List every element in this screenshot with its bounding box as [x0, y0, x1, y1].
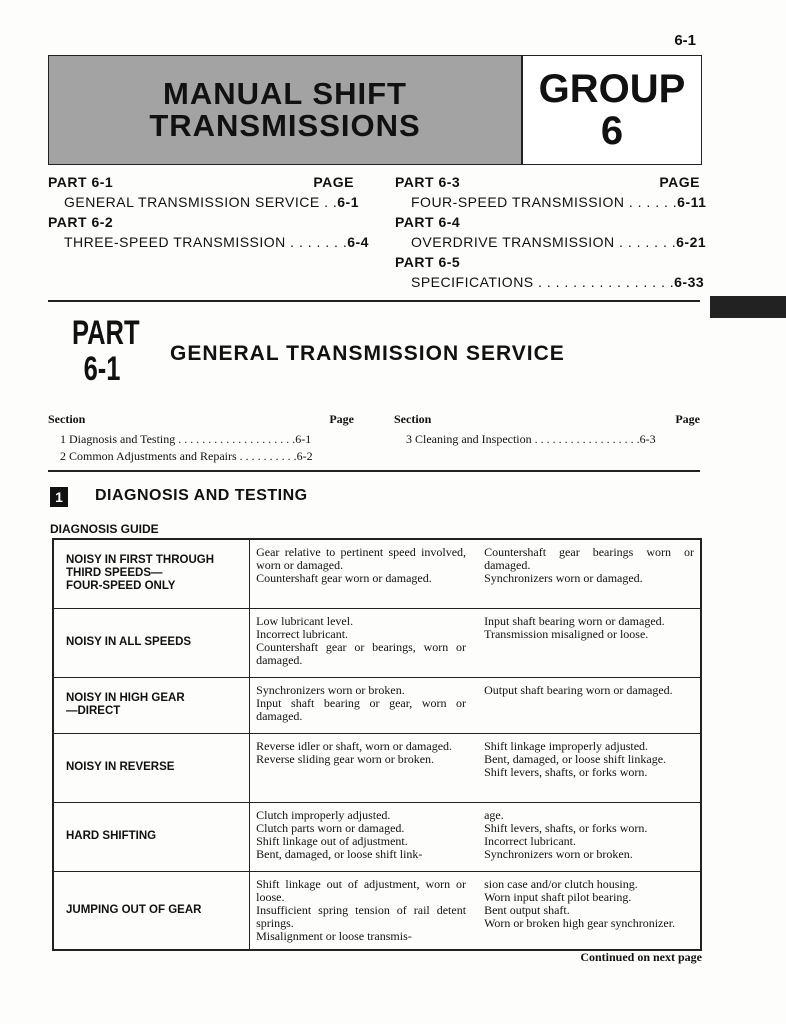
toc-entry[interactable]	[48, 194, 359, 210]
cause-text: Bent, damaged, or loose shift link-	[256, 846, 423, 861]
cause-text: Shift linkage out of adjustment.	[256, 833, 408, 848]
toc-entry[interactable]	[395, 274, 705, 290]
part-word: PART	[72, 314, 140, 352]
toc-part-label: PART 6-4	[395, 214, 461, 230]
section-entry-text: 3 Cleaning and Inspection . . . . . . . . . . . . . . . . . .	[406, 432, 640, 446]
part-number-block	[72, 314, 140, 388]
toc-left-column	[48, 174, 369, 250]
cause-text: Shift linkage improperly adjusted.	[484, 738, 649, 753]
section-entry[interactable]	[48, 432, 354, 447]
section-number-box: 1	[50, 487, 68, 507]
cause-text: Shift linkage out of adjustment, worn or loose.	[256, 876, 467, 904]
section-entry-text: 1 Diagnosis and Testing . . . . . . . . . . . . . . . . . . . .	[60, 432, 296, 446]
divider	[48, 300, 700, 302]
cause-text: Shift levers, shafts, or forks worn.	[484, 764, 648, 779]
section-entry[interactable]	[48, 449, 354, 464]
group-number: 6	[600, 109, 624, 153]
section-entry-text: 2 Common Adjustments and Repairs . . . . . . . . . .	[60, 449, 297, 463]
cause-text: Clutch improperly adjusted.	[256, 807, 391, 822]
toc-entry[interactable]	[395, 194, 707, 210]
diagnosis-guide-table	[52, 538, 702, 951]
cause-text: Gear relative to pertinent speed involved, worn or damaged.	[256, 545, 467, 572]
toc-entry-text: GENERAL TRANSMISSION SERVICE . .	[64, 194, 338, 210]
cause-text: Bent, damaged, or loose shift linkage.	[484, 751, 667, 766]
cause-text: Incorrect lubricant.	[484, 833, 577, 848]
cause-text: Synchronizers worn or broken.	[256, 682, 405, 697]
cause-text: Reverse sliding gear worn or broken.	[256, 751, 435, 766]
table-row	[53, 733, 701, 802]
condition-cell	[53, 608, 250, 677]
cause-text: Misalignment or loose transmis-	[256, 928, 412, 943]
causes-cell	[250, 677, 701, 733]
toc-page-heading: PAGE	[659, 174, 700, 190]
condition-line: NOISY IN HIGH GEAR	[66, 692, 185, 704]
toc-entry-page: 6-33	[674, 274, 705, 290]
condition-cell	[53, 733, 250, 802]
toc-entry-text: OVERDRIVE TRANSMISSION . . . . . . .	[411, 234, 677, 250]
group-box	[523, 56, 701, 164]
condition-line: NOISY IN ALL SPEEDS	[66, 636, 192, 648]
table-row	[53, 871, 701, 950]
table-row	[53, 539, 701, 608]
cause-text: Synchronizers worn or broken.	[484, 846, 633, 861]
condition-cell	[53, 677, 250, 733]
toc-entry-page: 6-11	[677, 194, 707, 210]
cause-text: Input shaft bearing worn or damaged.	[484, 613, 665, 628]
page-number: 6-1	[674, 32, 696, 49]
cause-text: Input shaft bearing or gear, worn or damaged.	[256, 695, 467, 723]
cause-text: Insufficient spring tension of rail detent springs.	[256, 902, 467, 930]
causes-cell	[250, 871, 701, 950]
divider	[48, 470, 700, 472]
condition-cell	[53, 539, 250, 608]
condition-line: JUMPING OUT OF GEAR	[66, 903, 202, 916]
cause-text: age.	[484, 807, 504, 822]
sections-left	[48, 412, 354, 464]
cause-text: sion case and/or clutch housing.	[484, 876, 638, 891]
toc-part-label: PART 6-3	[395, 174, 461, 190]
condition-line: THIRD SPEEDS—	[66, 567, 163, 580]
section-thumb-tab	[710, 296, 786, 318]
toc-entry-text: THREE-SPEED TRANSMISSION . . . . . . .	[64, 234, 348, 250]
section-entry-page: 6-2	[296, 449, 313, 463]
causes-cell	[250, 802, 701, 871]
cause-text: Output shaft bearing worn or damaged.	[484, 682, 673, 697]
condition-line: NOISY IN REVERSE	[66, 761, 175, 773]
condition-line: —DIRECT	[66, 705, 121, 717]
toc-right-column	[395, 174, 707, 290]
cause-text: Countershaft gear or bearings, worn or damaged.	[256, 639, 467, 667]
toc-entry-page: 6-21	[676, 234, 707, 250]
causes-cell	[250, 608, 701, 677]
toc-part-label: PART 6-2	[48, 214, 114, 230]
table-row	[53, 802, 701, 871]
condition-line: NOISY IN FIRST THROUGH	[66, 554, 215, 567]
cause-text: Low lubricant level.	[256, 613, 354, 628]
diagnosis-guide-label: DIAGNOSIS GUIDE	[50, 522, 159, 536]
cause-text: Worn input shaft pilot bearing.	[484, 889, 632, 904]
toc-part-label: PART 6-5	[395, 254, 461, 270]
cause-text: Bent output shaft.	[484, 902, 570, 917]
toc-page-heading: PAGE	[313, 174, 354, 190]
toc-entry[interactable]	[48, 234, 369, 250]
condition-cell	[53, 802, 250, 871]
diagnosis-title: DIAGNOSIS AND TESTING	[95, 487, 308, 504]
cause-text: Countershaft gear worn or damaged.	[256, 571, 432, 585]
toc-entry-text: SPECIFICATIONS . . . . . . . . . . . . . . . .	[411, 274, 675, 290]
section-entry-page: 6-1	[295, 432, 312, 446]
section-entry[interactable]	[394, 432, 700, 447]
part-num: 6-1	[83, 350, 121, 388]
causes-cell	[250, 733, 701, 802]
section-page-heading: Page	[329, 412, 354, 426]
condition-line: FOUR-SPEED ONLY	[66, 580, 176, 593]
cause-text: Synchronizers worn or damaged.	[484, 571, 643, 585]
condition-cell	[53, 871, 250, 950]
section-entry-page: 6-3	[639, 432, 656, 446]
cause-text: Reverse idler or shaft, worn or damaged.	[256, 738, 453, 753]
table-row	[53, 608, 701, 677]
cause-text: Clutch parts worn or damaged.	[256, 820, 405, 835]
section-page-heading: Page	[675, 412, 700, 426]
cause-text: Shift levers, shafts, or forks worn.	[484, 820, 648, 835]
toc-entry[interactable]	[395, 234, 707, 250]
section-heading: Section	[394, 412, 432, 426]
causes-cell	[250, 539, 701, 608]
toc-entry-page: 6-1	[337, 194, 359, 210]
toc-entry-page: 6-4	[347, 234, 369, 250]
continued-note: Continued on next page	[580, 950, 702, 964]
sections-right	[394, 412, 700, 447]
cause-text: Incorrect lubricant.	[256, 626, 349, 641]
cause-text: Transmission misaligned or loose.	[484, 626, 649, 641]
banner-title-line1: MANUAL SHIFT	[163, 76, 407, 111]
title-banner	[48, 55, 702, 165]
toc-entry-text: FOUR-SPEED TRANSMISSION . . . . . .	[411, 194, 678, 210]
table-row	[53, 677, 701, 733]
cause-text: Worn or broken high gear synchronizer.	[484, 915, 676, 930]
cause-text: Countershaft gear bearings worn or damaged.	[484, 545, 695, 572]
condition-line: HARD SHIFTING	[66, 830, 157, 842]
part-title: GENERAL TRANSMISSION SERVICE	[170, 342, 565, 365]
section-heading: Section	[48, 412, 86, 426]
group-label: GROUP	[538, 67, 686, 111]
banner-title-line2: TRANSMISSIONS	[149, 108, 421, 143]
toc-part-label: PART 6-1	[48, 174, 114, 190]
banner-title	[49, 56, 523, 164]
